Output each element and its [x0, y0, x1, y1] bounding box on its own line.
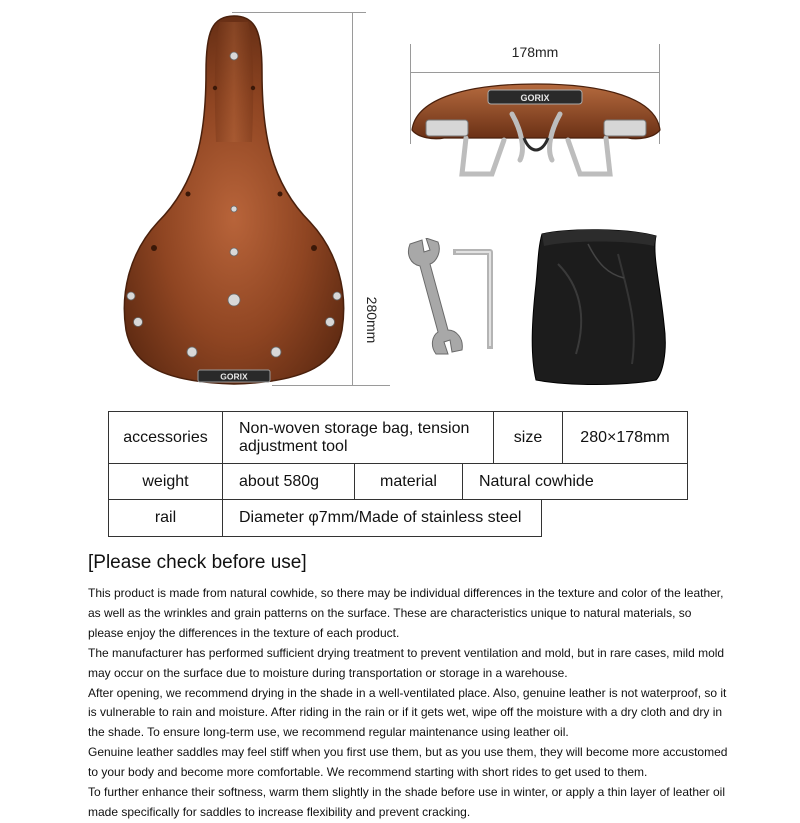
width-dimension-line — [410, 72, 660, 73]
length-dimension-label: 280mm — [364, 296, 380, 344]
spec-value-weight: about 580g — [222, 463, 355, 500]
notice-paragraph: To further enhance their softness, warm them slightly in the shade before use in winter, or apply a thin layer of leather oil made specifically for saddles to increase flexibility and prevent cracking. — [88, 785, 726, 819]
saddle-rear-brand-logo: GORIX — [520, 93, 550, 103]
notice-paragraph: This product is made from natural cowhide, so there may be individual differences in the texture and color of the leather, as well as the wrinkles and grain patterns on the surface. These are characteristics unique to natural materials, so please enjoy the differences in the texture of each product. — [88, 586, 724, 640]
saddle-top-view-image — [118, 12, 350, 388]
saddle-rear-view-image — [408, 78, 664, 186]
notice-paragraph: After opening, we recommend drying in the shade in a well-ventilated place. Also, genuine leather is not waterproof, so it is vulnerable to rain and moisture. After riding in the rain or if it gets wet, wipe off the moisture with a dry cloth and dry in the shade. To ensure long-term use, we recommend regular maintenance using leather oil. — [88, 685, 727, 740]
spec-value-accessories: Non-woven storage bag, tension adjustment tool — [222, 411, 494, 464]
spec-value-size: 280×178mm — [562, 411, 688, 464]
spec-label-size: size — [493, 411, 563, 464]
length-dimension-top-line — [232, 12, 366, 13]
notice-title: [Please check before use] — [88, 552, 307, 573]
notice-paragraph: Genuine leather saddles may feel stiff when you first use them, but as you use them, they will become more accustomed to your body and become more comfortable. We recommend starting with short rides to get used to them. — [88, 745, 728, 780]
saddle-top-brand-logo: GORIX — [220, 371, 248, 382]
notice-paragraph: The manufacturer has performed sufficient drying treatment to prevent ventilation and mold, but in rare cases, mild mold may occur on the surface due to moisture during transportation or storage in a warehouse. — [88, 645, 725, 680]
spec-label-accessories: accessories — [108, 411, 223, 464]
width-dimension-label: 178mm — [511, 44, 559, 60]
length-dimension-bottom-line — [272, 385, 390, 386]
spec-value-material: Natural cowhide — [462, 463, 688, 500]
hex-key-tool-image — [452, 244, 500, 352]
spec-label-rail: rail — [108, 499, 223, 537]
length-dimension-line — [352, 12, 353, 386]
spec-label-material: material — [354, 463, 463, 500]
notice-body — [88, 584, 728, 823]
spec-value-rail: Diameter φ7mm/Made of stainless steel — [222, 499, 542, 537]
storage-bag-image — [528, 224, 670, 388]
spec-label-weight: weight — [108, 463, 223, 500]
